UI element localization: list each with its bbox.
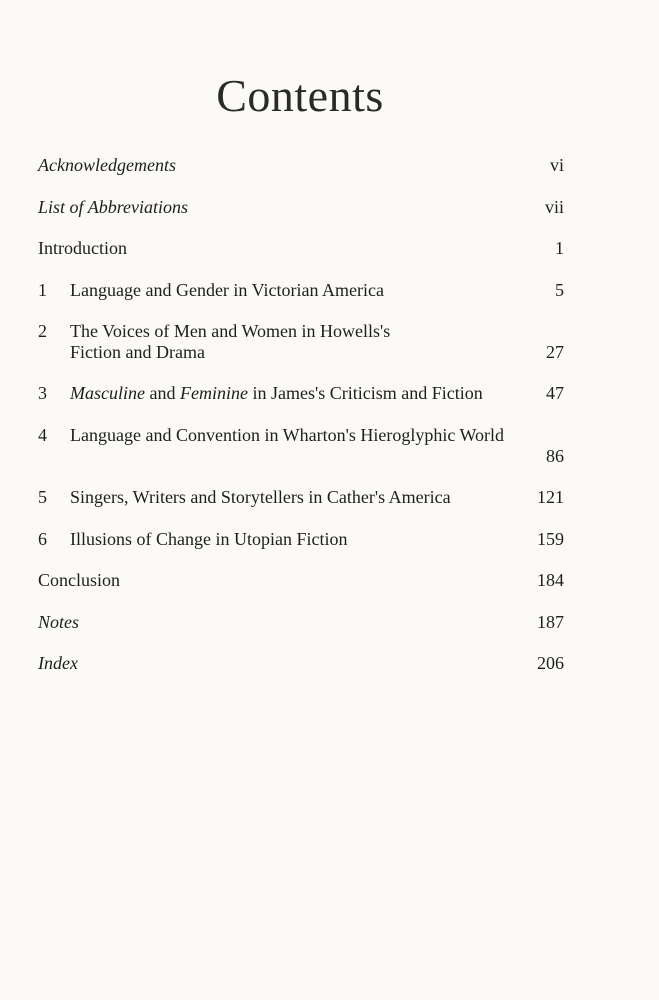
toc-entry-title: Notes <box>38 612 80 632</box>
toc-entry-notes <box>38 612 564 633</box>
toc-entry-page: 47 <box>546 383 564 403</box>
toc-entry-page: vi <box>549 155 564 175</box>
toc-entry-title: Singers, Writers and Storytellers in Cather's America <box>70 487 451 507</box>
title-plain-part: and <box>144 383 180 403</box>
toc-entry-page: 206 <box>537 653 564 673</box>
page-title: Contents <box>216 70 384 121</box>
toc-entry-page: vii <box>544 197 564 217</box>
title-italic-part: Masculine <box>70 383 145 403</box>
toc-entry-title: Conclusion <box>38 570 121 590</box>
toc-entry-chapter-6 <box>38 529 564 550</box>
toc-entry-title <box>70 383 510 404</box>
chapter-number: 6 <box>38 529 47 549</box>
toc-entry-title: Language and Convention in Wharton's Hieroglyphic World <box>70 425 505 445</box>
toc-entry-introduction <box>38 238 564 259</box>
chapter-number: 4 <box>38 425 47 445</box>
toc-entry-index <box>38 653 564 674</box>
toc-entry-title: Index <box>38 653 78 673</box>
toc-entry-chapter-4 <box>38 425 564 467</box>
toc-entry-page: 187 <box>537 612 564 632</box>
toc-entry-page: 5 <box>555 280 564 300</box>
toc-entry-title: Language and Gender in Victorian America <box>70 280 384 300</box>
toc-entry-title: List of Abbreviations <box>38 197 189 217</box>
chapter-number: 5 <box>38 487 47 507</box>
toc-entry-page: 184 <box>537 570 564 590</box>
toc-entry-chapter-1 <box>38 280 564 301</box>
toc-entry-page: 27 <box>546 342 564 362</box>
chapter-number: 3 <box>38 383 47 403</box>
toc-entry-title: The Voices of Men and Women in Howells's Fiction and Drama <box>70 321 391 362</box>
toc-entry-page: 121 <box>537 487 564 507</box>
toc-entry-page: 159 <box>537 529 564 549</box>
toc-entry-chapter-2 <box>38 321 564 363</box>
toc-entry-conclusion <box>38 570 564 591</box>
toc-entry-title: Illusions of Change in Utopian Fiction <box>70 529 348 549</box>
chapter-number: 2 <box>38 321 47 341</box>
toc-entry-chapter-5 <box>38 487 564 508</box>
chapter-number: 1 <box>38 280 47 300</box>
toc-entry-title: Acknowledgements <box>38 155 176 175</box>
toc-entry-page: 1 <box>555 238 564 258</box>
title-italic-part: Feminine <box>179 383 248 403</box>
toc-entry-chapter-3 <box>38 383 564 404</box>
title-plain-part: in James's Criticism and Fiction <box>247 383 483 403</box>
toc-entry-acknowledgements <box>38 155 564 176</box>
toc-entry-abbreviations <box>38 197 564 218</box>
toc-entry-page: 86 <box>546 446 564 466</box>
toc-entry-title: Introduction <box>38 238 127 258</box>
